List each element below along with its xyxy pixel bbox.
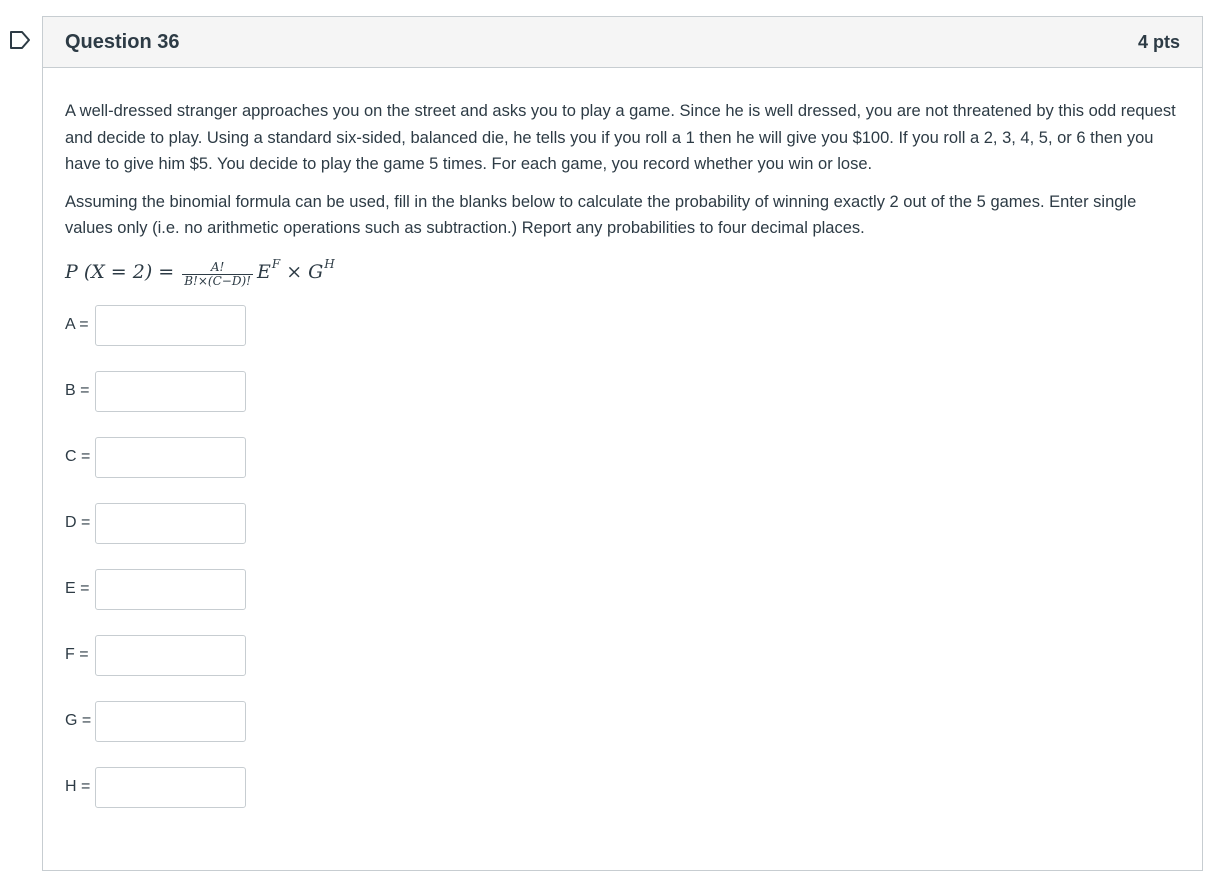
formula-e-base: E <box>256 261 271 284</box>
answer-input-a[interactable] <box>95 305 246 346</box>
answer-row-b <box>65 371 1180 413</box>
question-text-paragraph-2: Assuming the binomial formula can be used, fill in the blanks below to calculate the probability of winning exactly 2 out of the 5 games. Enter single values only (i.e. no arithmetic operations such as subtraction.) Report any probabilities to four decimal places. <box>65 192 1137 237</box>
question-text-paragraph-1: A well-dressed stranger approaches you on the street and asks you to play a game. Since he is well dressed, you are not threatened by this odd request and decide to play. Using a standard six-sided, balanced die, he tells you if you roll a 1 then he will give you $100. If you roll a 2, 3, 4, 5, or 6 then you have to give him $5. You decide to play the game 5 times. For each game, you record whether you win or lose. <box>65 102 1176 173</box>
question-title: Question 36 <box>65 30 180 53</box>
answer-input-b[interactable] <box>95 371 246 412</box>
answer-row-a <box>65 305 1180 347</box>
answer-row-h <box>65 767 1180 809</box>
answer-row-c <box>65 437 1180 479</box>
question-card <box>42 16 1203 871</box>
formula-lhs: P (X = 2) = <box>65 261 175 284</box>
answer-input-e[interactable] <box>95 569 246 610</box>
formula-h-exponent: H <box>324 257 335 272</box>
answer-label-g: G = <box>65 712 92 730</box>
answer-label-h: H = <box>65 778 91 796</box>
answer-input-d[interactable] <box>95 503 246 544</box>
answer-label-f: F = <box>65 646 89 664</box>
answer-label-e: E = <box>65 580 90 598</box>
answer-label-a: A = <box>65 316 89 334</box>
question-header <box>43 17 1202 68</box>
formula-times: × <box>286 261 303 284</box>
formula-g-base: G <box>308 261 324 284</box>
answer-label-c: C = <box>65 448 91 466</box>
answer-label-b: B = <box>65 382 90 400</box>
answer-row-d <box>65 503 1180 545</box>
binomial-formula <box>65 253 1180 293</box>
answer-input-f[interactable] <box>95 635 246 676</box>
formula-numerator: A! <box>210 260 225 274</box>
answer-row-g <box>65 701 1180 743</box>
answer-row-e <box>65 569 1180 611</box>
question-body <box>43 68 1202 809</box>
formula-fraction <box>182 261 253 288</box>
question-points: 4 pts <box>1137 31 1180 52</box>
answer-row-f <box>65 635 1180 677</box>
answer-input-h[interactable] <box>95 767 246 808</box>
answer-blanks <box>65 305 1180 809</box>
answer-input-c[interactable] <box>95 437 246 478</box>
answer-label-d: D = <box>65 514 91 532</box>
flag-question-icon[interactable] <box>9 30 31 50</box>
formula-denominator: B!×(C−D)! <box>184 274 251 288</box>
answer-input-g[interactable] <box>95 701 246 742</box>
formula-f-exponent: F <box>271 257 281 272</box>
